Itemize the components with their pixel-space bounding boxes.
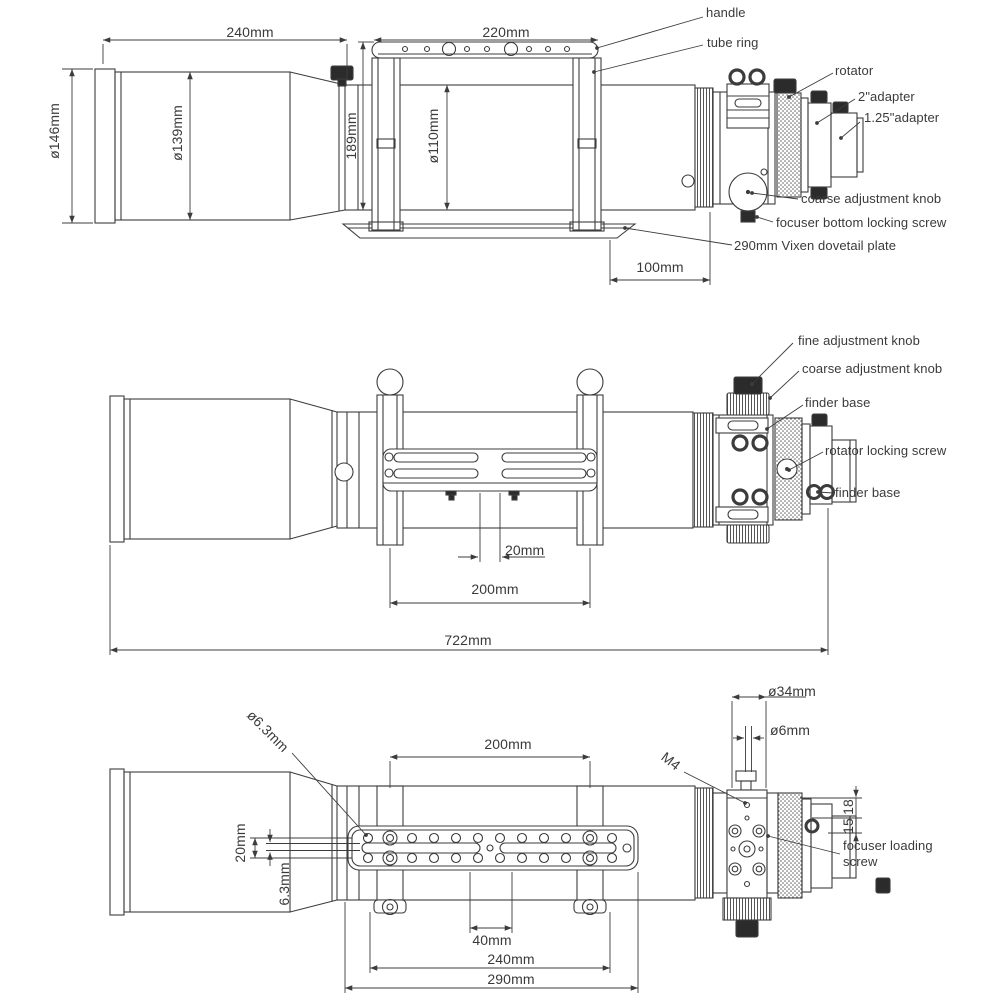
finder-base-label-top: finder base xyxy=(805,395,871,410)
bottom-view-drawing xyxy=(110,769,890,937)
dim-240mm-bottom-label: 240mm xyxy=(487,951,535,967)
two-inch-adapter-label: 2"adapter xyxy=(858,89,915,104)
dim-200mm-label: 200mm xyxy=(471,581,519,597)
side-view-drawing xyxy=(95,42,863,238)
focuser-loading-screw-label: focuser loading screw xyxy=(843,838,933,869)
dim-290mm-label: 290mm xyxy=(487,971,535,987)
dim-722mm-label: 722mm xyxy=(444,632,492,648)
dia-139mm-label: ø139mm xyxy=(169,105,185,161)
dim-220mm-label: 220mm xyxy=(482,24,530,40)
dim-200mm-bottom-label: 200mm xyxy=(484,736,532,752)
dim-15-label: 15 xyxy=(840,818,856,834)
dim-18-label: 18 xyxy=(840,799,856,815)
vixen-dovetail-plate-label: 290mm Vixen dovetail plate xyxy=(734,238,897,253)
dim-189mm-label: 189mm xyxy=(343,112,359,160)
handle-side-view-drawing xyxy=(110,369,856,545)
rotator-locking-screw-label: rotator locking screw xyxy=(825,443,947,458)
dia-34mm-label: ø34mm xyxy=(768,683,816,699)
dia-6mm-label: ø6mm xyxy=(770,722,811,738)
coarse-adjustment-knob-label: coarse adjustment knob xyxy=(801,191,942,206)
dia-6-3mm-hole-label: ø6.3mm xyxy=(243,706,293,756)
focuser-bottom-locking-screw-label: focuser bottom locking screw xyxy=(776,215,947,230)
finder-base-label-bottom: finder base xyxy=(835,485,901,500)
rotator-label: rotator xyxy=(835,63,874,78)
fine-adjustment-knob-label: fine adjustment knob xyxy=(798,333,920,348)
dim-240mm-label: 240mm xyxy=(226,24,274,40)
coarse-adjustment-knob-label-2: coarse adjustment knob xyxy=(802,361,943,376)
dim-40mm-label: 40mm xyxy=(472,932,512,948)
m4-thread-label: M4 xyxy=(658,748,684,774)
one-point-25-inch-adapter-label: 1.25"adapter xyxy=(864,110,940,125)
dim-20mm-bottom-label: 20mm xyxy=(232,823,248,863)
dim-6-3mm-slot-label: 6.3mm xyxy=(276,862,292,906)
dim-100mm-label: 100mm xyxy=(636,259,684,275)
tube-ring-label: tube ring xyxy=(707,35,759,50)
dia-146mm-label: ø146mm xyxy=(46,103,62,159)
dim-20mm-label: 20mm xyxy=(505,542,545,558)
dia-110mm-label: ø110mm xyxy=(425,108,441,164)
handle-label: handle xyxy=(706,5,746,20)
